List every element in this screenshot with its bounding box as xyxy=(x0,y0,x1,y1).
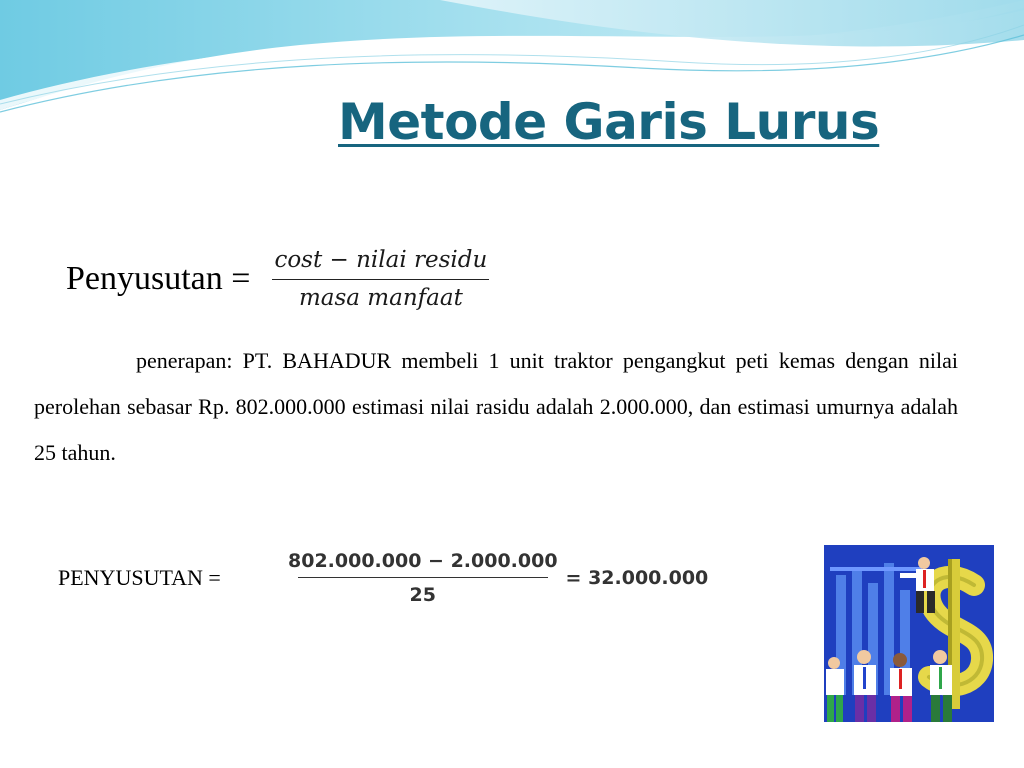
fraction-bar xyxy=(298,577,548,579)
formula-numerator: cost − nilai residu xyxy=(274,246,488,273)
calculation-label: PENYUSUTAN = xyxy=(58,565,221,590)
depreciation-calculation xyxy=(58,544,708,612)
fraction-bar xyxy=(272,279,489,281)
calculation-result: = 32.000.000 xyxy=(565,567,709,589)
slide-title: Metode Garis Lurus xyxy=(338,93,880,151)
example-description: penerapan: PT. BAHADUR membeli 1 unit traktor pengangkut peti kemas dengan nilai perolehan sebasar Rp. 802.000.000 estimasi nilai rasidu adalah 2.000.000, dan estimasi umurnya adalah 25 tahun. xyxy=(34,348,958,465)
calculation-numerator: 802.000.000 − 2.000.000 xyxy=(288,549,558,572)
business-people-dollar-chart-icon xyxy=(824,545,994,722)
formula-fraction xyxy=(272,245,489,314)
formula-label: Penyusutan = xyxy=(66,260,251,297)
formula-denominator: masa manfaat xyxy=(298,285,463,312)
calculation-denominator: 25 xyxy=(409,584,436,607)
calculation-fraction xyxy=(288,548,558,609)
depreciation-formula xyxy=(66,244,489,314)
